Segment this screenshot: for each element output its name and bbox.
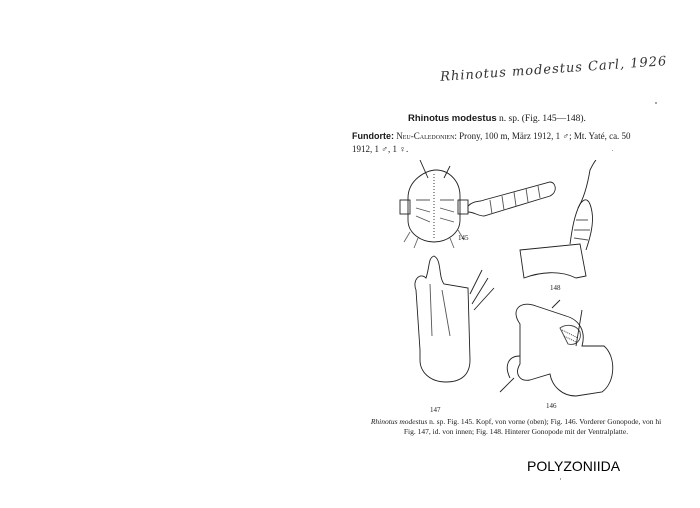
- scan-speck: [612, 150, 613, 151]
- region-name: Neu-Caledonien: [396, 131, 455, 141]
- caption-taxon: Rhinotus modestus: [370, 417, 428, 426]
- caption-line-1: n. sp. Fig. 145. Kopf, von vorne (oben); Fig. 146. Vorderer Gonopode, von hi: [427, 417, 662, 426]
- locality-paragraph: [352, 130, 682, 156]
- family-label: POLYZONIIDA: [527, 458, 621, 474]
- species-name: Rhinotus modestus: [408, 113, 497, 124]
- locality-text: : Prony, 100 m, März 1912, 1 ♂; Mt. Yaté, ca. 50: [454, 131, 631, 141]
- figure-caption: [346, 417, 686, 437]
- specimen-figures: [390, 160, 690, 415]
- figure-148-drawing: [520, 160, 596, 278]
- fundorte-label: Fundorte:: [352, 131, 394, 141]
- figure-147-drawing: [415, 256, 494, 382]
- scan-speck: [655, 102, 657, 104]
- handwritten-note: Rhinotus modestus Carl, 1926: [439, 54, 668, 85]
- species-title: [408, 113, 586, 124]
- scan-speck: [560, 478, 561, 480]
- label-147: 147: [430, 406, 441, 414]
- caption-line-2: Fig. 147, id. von innen; Fig. 148. Hinterer Gonopode mit der Ventralplatte.: [403, 427, 629, 436]
- locality-text-2: 1912, 1 ♂, 1 ♀.: [352, 144, 409, 154]
- label-148: 148: [550, 284, 561, 292]
- label-145: 145: [458, 234, 469, 242]
- label-146: 146: [546, 402, 557, 410]
- species-suffix: n. sp. (Fig. 145—148).: [496, 114, 586, 124]
- figure-146-drawing: [500, 300, 613, 396]
- figure-145-head-drawing: [400, 160, 555, 248]
